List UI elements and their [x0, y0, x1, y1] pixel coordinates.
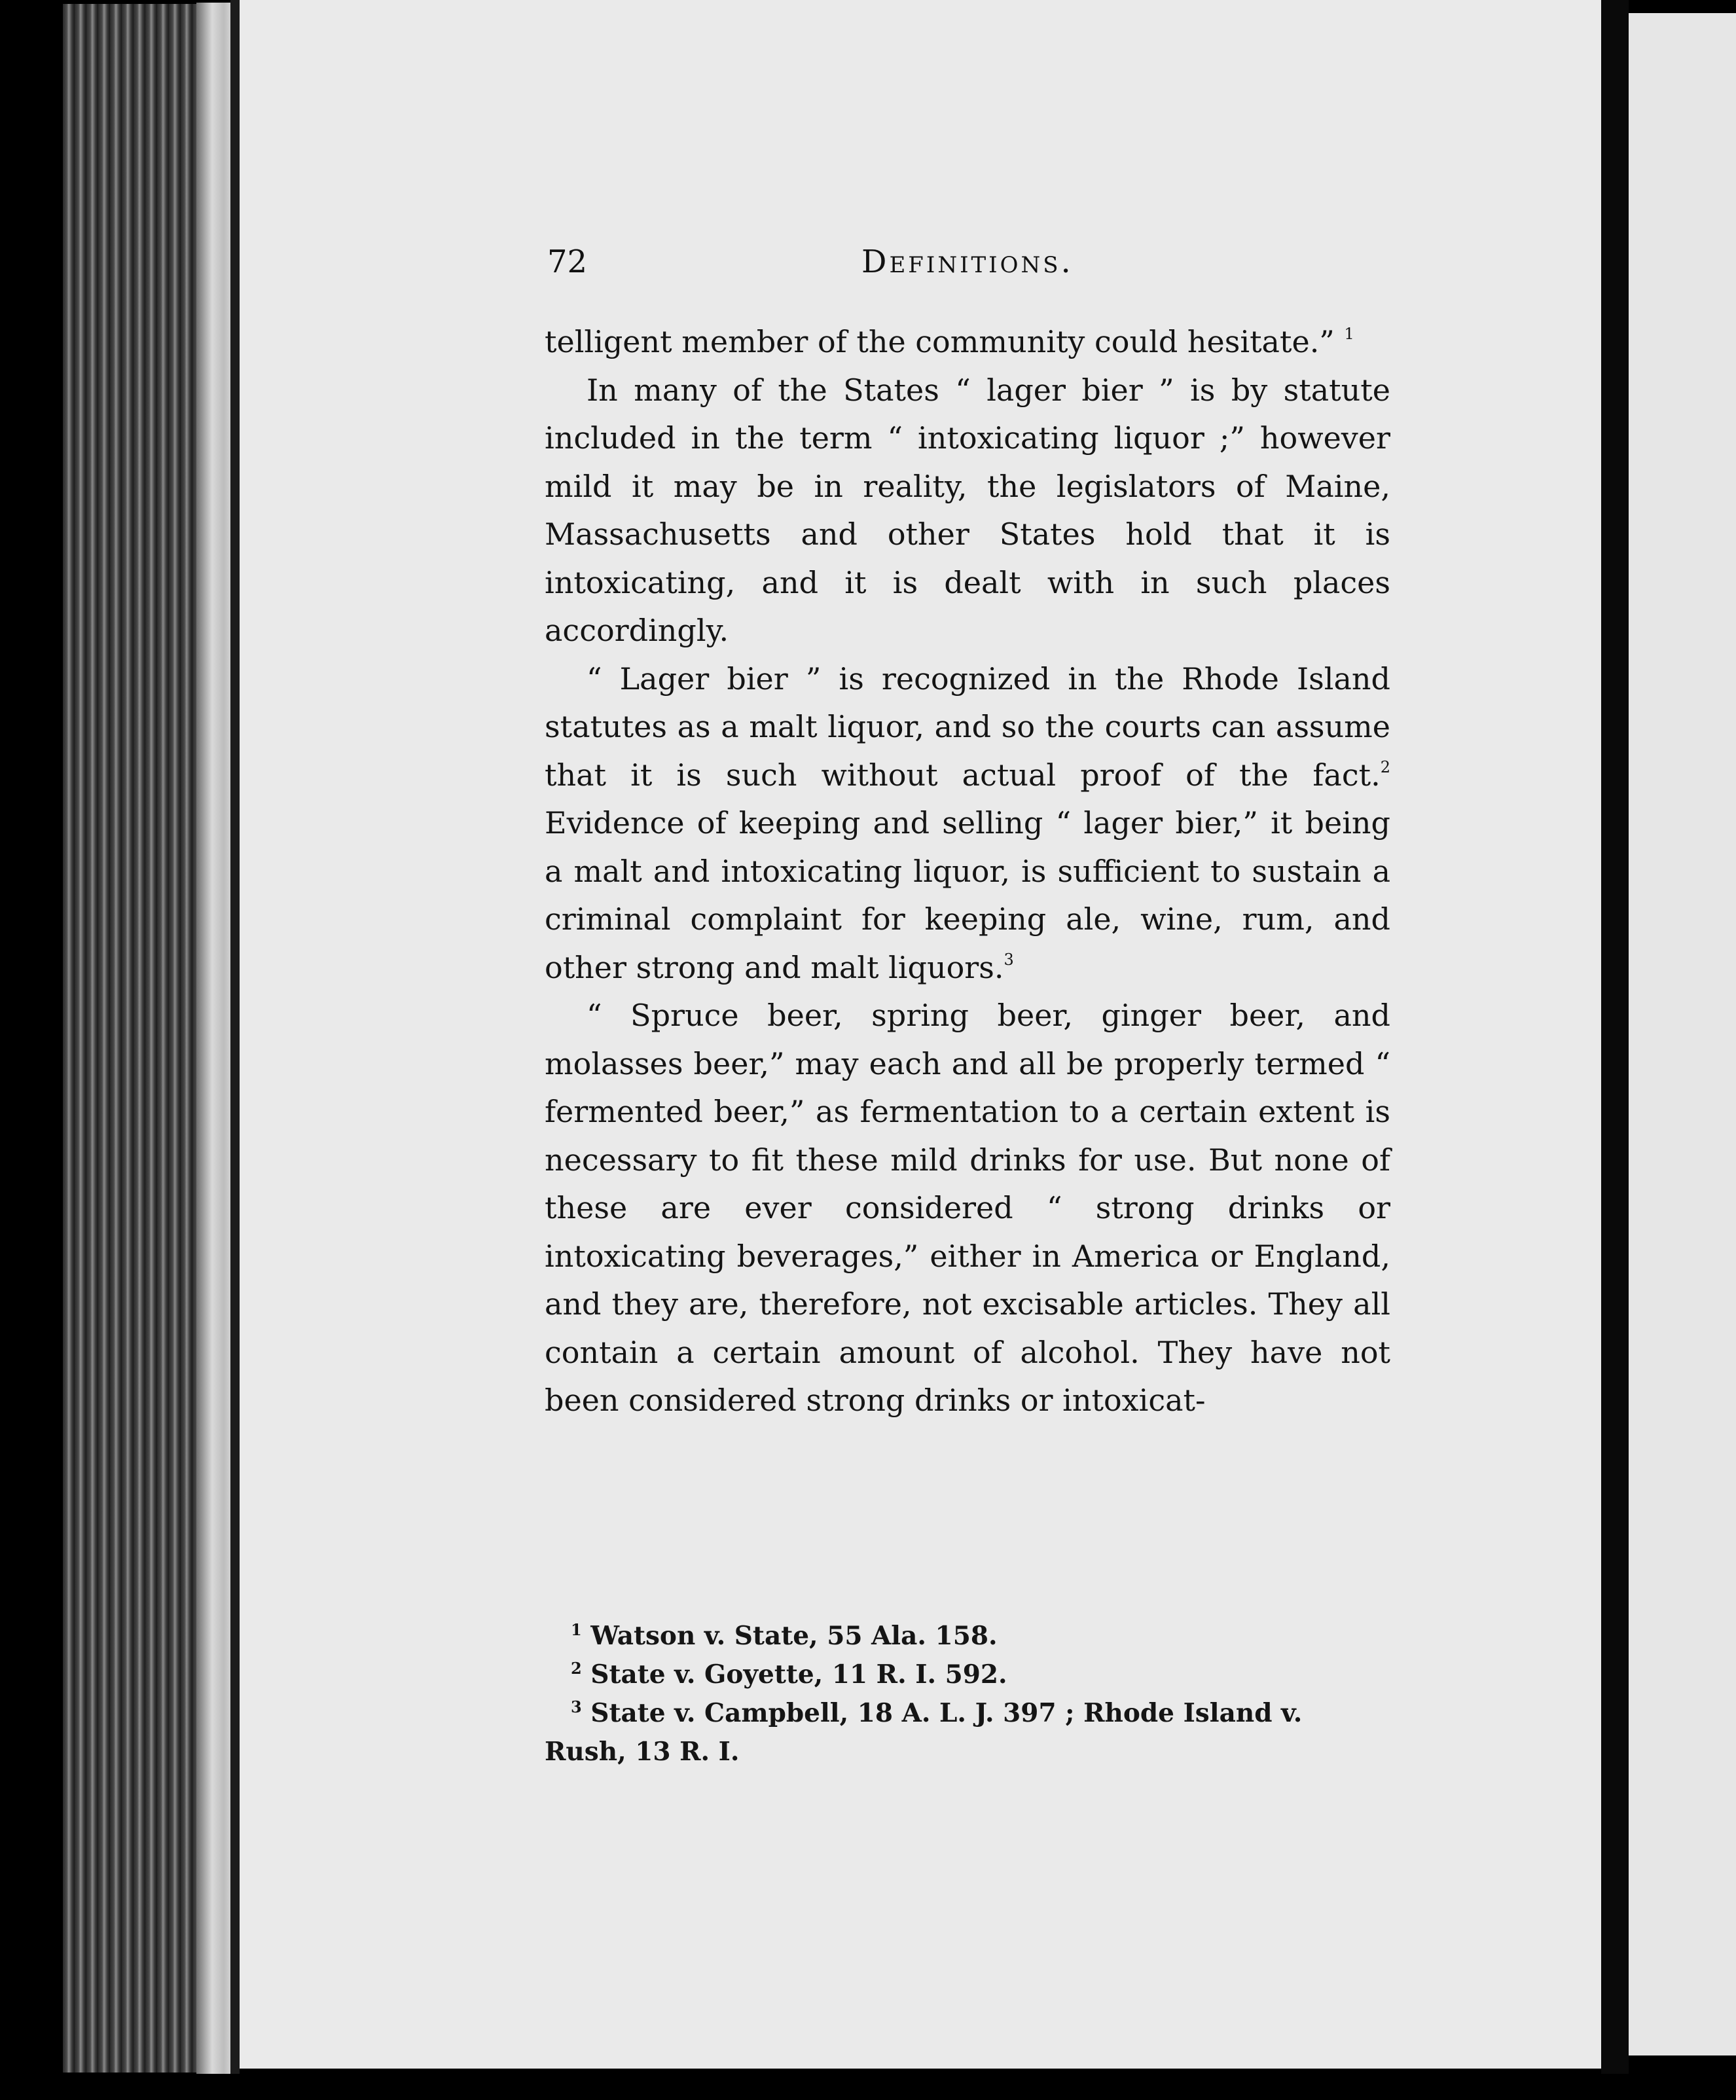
gutter-shadow [1601, 0, 1629, 2100]
paragraph-text: telligent member of the community could hesitate.” [545, 324, 1335, 359]
bottom-border [0, 2074, 1736, 2100]
footnote-marker: 2 [571, 1659, 582, 1678]
paragraph [545, 992, 1390, 1425]
footnotes [545, 1617, 1389, 1771]
facing-page-sliver [1629, 13, 1736, 2055]
footnote-ref: 1 [1344, 325, 1354, 343]
footnote-text: State v. Goyette, 11 R. I. 592. [590, 1659, 1007, 1690]
footnote-ref: 2 [1380, 757, 1390, 776]
footnote-text: State v. Campbell, 18 A. L. J. 397 ; Rhode Island v. Rush, 13 R. I. [545, 1698, 1303, 1767]
page-header [547, 244, 1392, 296]
paragraph [545, 655, 1390, 992]
spine-shadow [230, 0, 240, 2100]
footnote-marker: 1 [571, 1620, 582, 1639]
paragraph-text: “ Spruce beer, spring beer, ginger beer, and molasses beer,” may each and all be properly termed “ fermented beer,” as fermentation to a certain extent is necessary to fit these mild drinks for use. But none of these are ever considered “ strong drinks or intoxicating beverages,” either in America or England, and they are, therefore, not excisable articles. They all contain a certain amount of alcohol. They have not been considered strong drinks or intoxicat- [545, 998, 1390, 1418]
paragraph-text: “ Lager bier ” is recognized in the Rhode Island statutes as a malt liquor, and so the courts can assume that it is such without actual proof of the fact. [545, 661, 1390, 793]
paragraph-text: Evidence of keeping and selling “ lager bier,” it being a malt and intoxicating liquor, is sufficient to sustain a criminal complaint for keeping ale, wine, rum, and other strong and malt liquors. [545, 805, 1390, 985]
footnote [545, 1694, 1389, 1771]
footnote-marker: 3 [571, 1697, 582, 1716]
footnote-ref: 3 [1004, 950, 1014, 969]
paragraph-text: In many of the States “ lager bier ” is by statute included in the term “ intoxicating liquor ;” however mild it may be in reality, the legislators of Maine, Massachusetts and other States hold that it is intoxicating, and it is dealt with in such places accordingly. [545, 372, 1390, 648]
running-head: Definitions. [861, 244, 1074, 280]
footnote [545, 1656, 1389, 1694]
footnote-text: Watson v. State, 55 Ala. 158. [590, 1621, 998, 1651]
footnote [545, 1617, 1389, 1656]
paragraph-continued [545, 318, 1390, 367]
paragraph [545, 367, 1390, 655]
body-text [545, 318, 1390, 1425]
page-number: 72 [547, 244, 588, 280]
book-page-edges-light [196, 3, 236, 2078]
